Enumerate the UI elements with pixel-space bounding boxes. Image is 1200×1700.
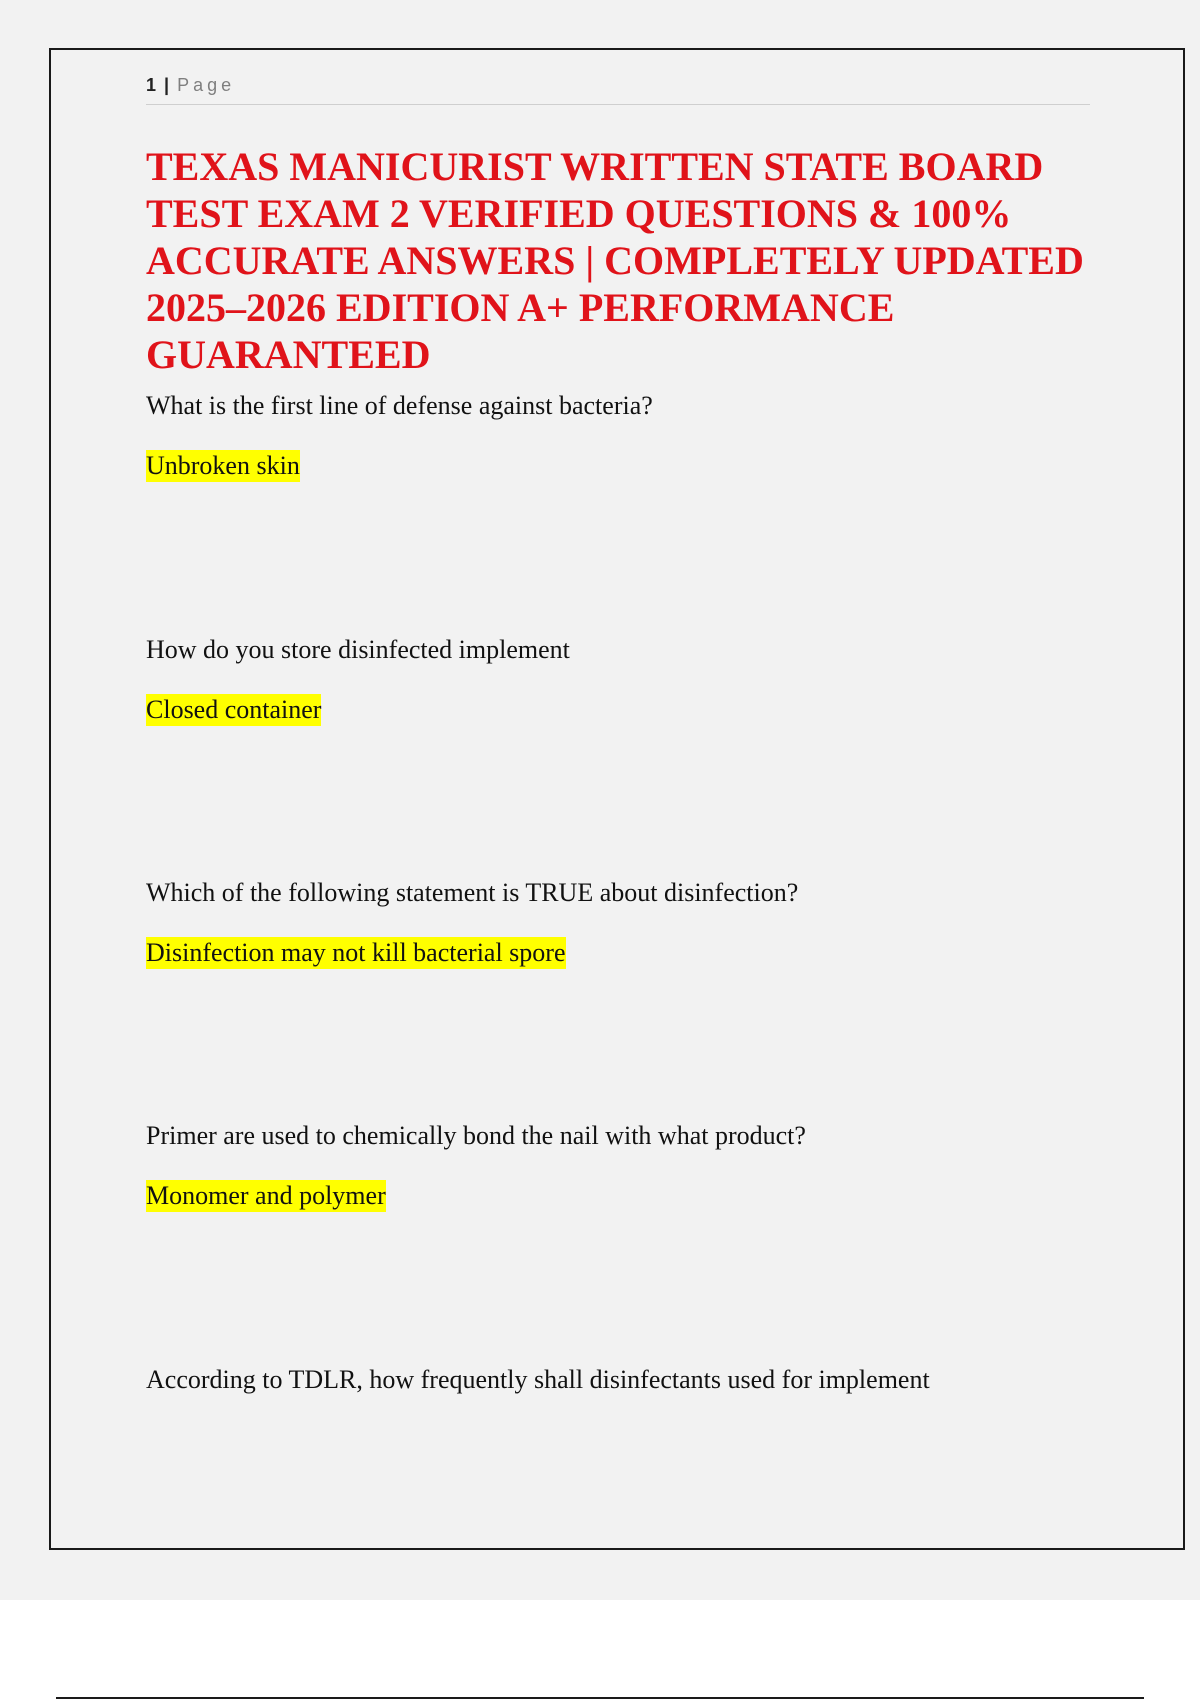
qa-item-1 bbox=[146, 390, 1086, 482]
page-number: 1 bbox=[146, 75, 157, 95]
qa-item-4 bbox=[146, 1120, 1086, 1212]
question-text: Primer are used to chemically bond the nail with what product? bbox=[146, 1121, 806, 1150]
question-text: According to TDLR, how frequently shall disinfectants used for implement bbox=[146, 1365, 930, 1394]
page-header bbox=[146, 70, 1090, 105]
document-title: TEXAS MANICURIST WRITTEN STATE BOARD TEST EXAM 2 VERIFIED QUESTIONS & 100% ACCURATE ANSWERS | COMPLETELY UPDATED 2025–2026 EDITION A+ PERFORMANCE GUARANTEED bbox=[146, 144, 1084, 377]
qa-item-2 bbox=[146, 634, 1086, 726]
qa-item-3 bbox=[146, 877, 1086, 969]
qa-item-5 bbox=[146, 1364, 1086, 1396]
answer-highlight: Closed container bbox=[146, 695, 322, 724]
page-separator: | bbox=[164, 75, 170, 95]
question-text: What is the first line of defense against bacteria? bbox=[146, 391, 653, 420]
question-text: How do you store disinfected implement bbox=[146, 635, 570, 664]
answer-highlight: Monomer and polymer bbox=[146, 1181, 386, 1210]
question-text: Which of the following statement is TRUE about disinfection? bbox=[146, 878, 799, 907]
answer-highlight: Disinfection may not kill bacterial spore bbox=[146, 938, 566, 967]
next-page-rule bbox=[56, 1697, 1144, 1699]
answer-highlight: Unbroken skin bbox=[146, 451, 300, 480]
page-label: Page bbox=[177, 75, 236, 95]
